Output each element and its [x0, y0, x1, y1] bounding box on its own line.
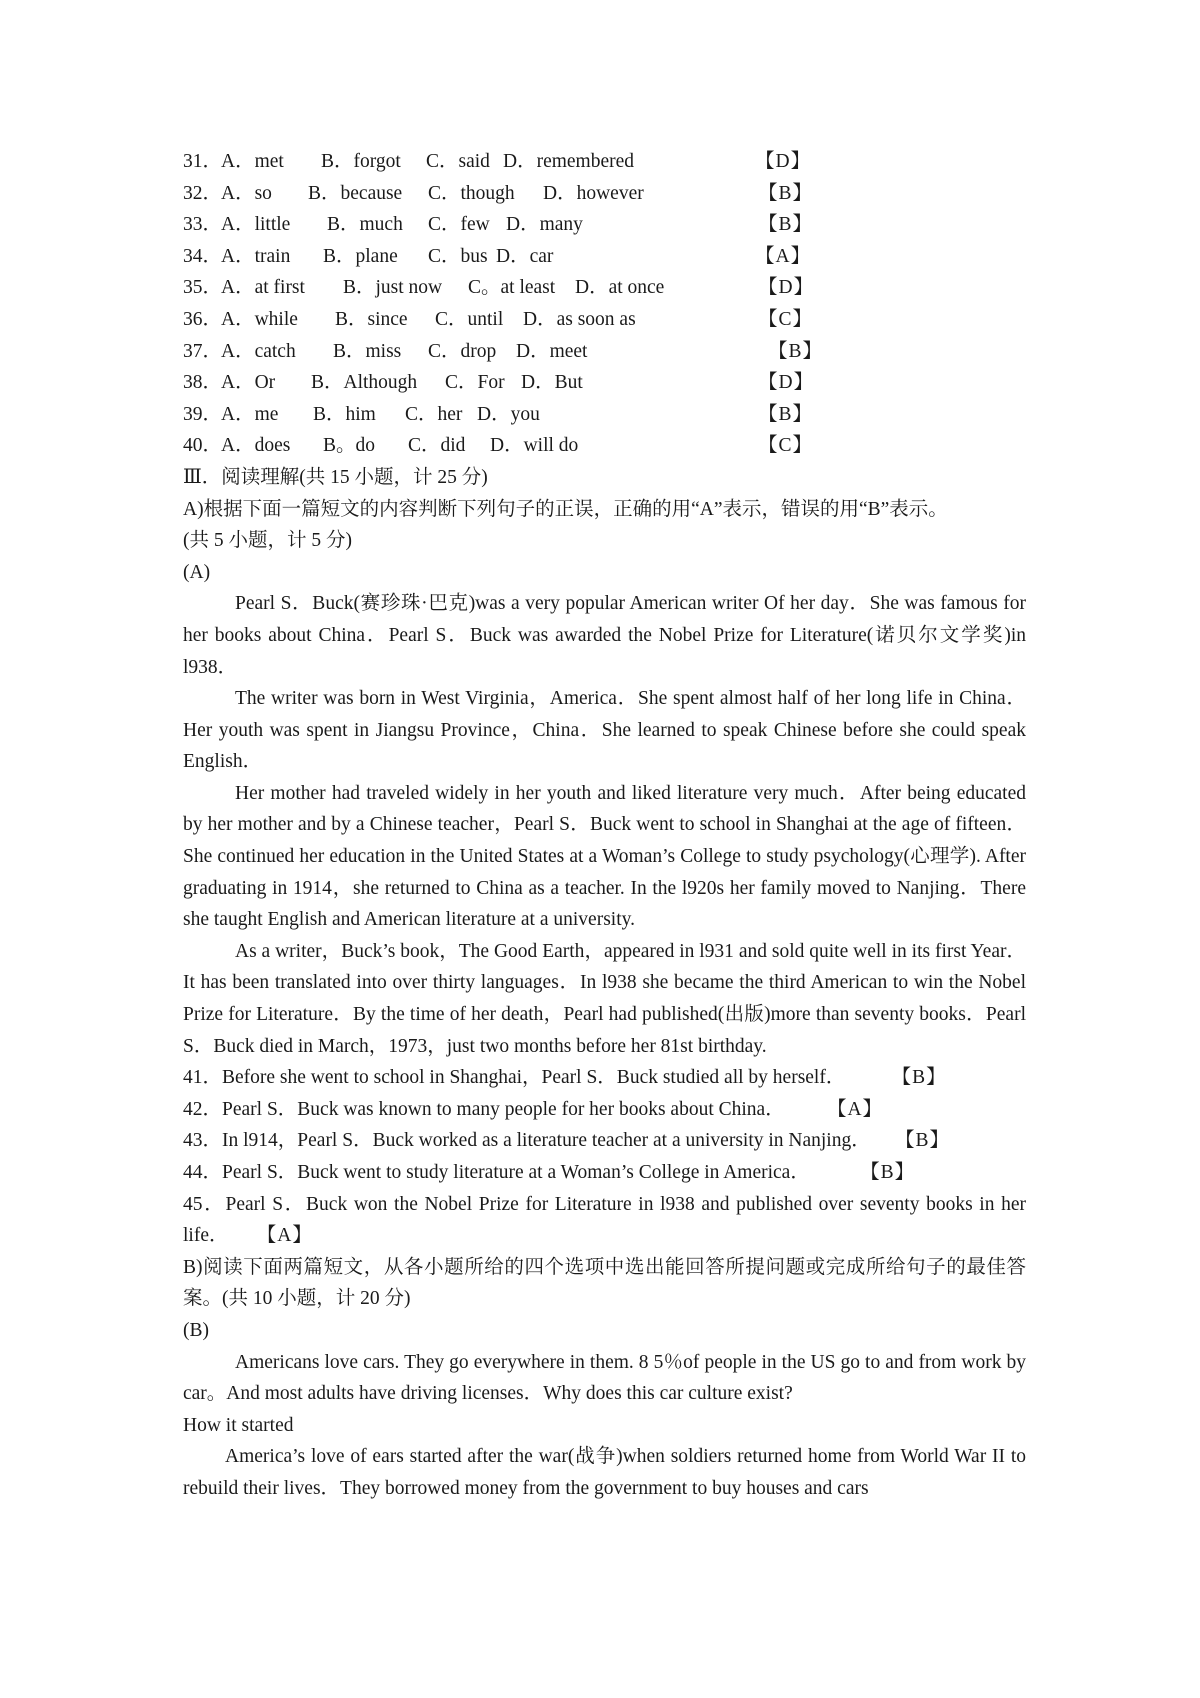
answer-key: 【B】: [758, 403, 814, 425]
passage-a-paragraph: Her mother had traveled widely in her youth and liked literature very much．After being educated by her mother and by a Chinese teacher，Pearl S．Buck went to school in Shanghai at the age of fifteen．She continued her education in the United States at a Woman’s College to study psychology(心理学). After graduating in 1914，she returned to China as a teacher. In the l920s her family moved to Nanjing．There she taught English and American literature at a university.: [183, 782, 1026, 931]
choice-question: [183, 304, 1026, 336]
statement-text: 43．In l914，Pearl S．Buck worked as a literature teacher at a university in Nanjing．: [183, 1130, 871, 1152]
answer-key: 【B】: [768, 340, 824, 362]
option-b: B．much: [327, 214, 403, 236]
answer-key: 【C】: [758, 308, 814, 330]
option-d: D．you: [477, 403, 540, 425]
passage-a-paragraph: The writer was born in West Virginia，America．She spent almost half of her long life in China．Her youth was spent in Jiangsu Province，China．She learned to speak Chinese before she could speak English．: [183, 688, 1026, 773]
choice-question: [183, 209, 1026, 241]
choice-question: [183, 178, 1026, 210]
answer-key: 【B】: [758, 214, 814, 236]
passage-a-label: (A): [183, 561, 211, 583]
question-number: 40．: [183, 435, 223, 457]
choice-question: [183, 430, 1026, 462]
choice-question: [183, 336, 1026, 368]
option-a: A．does: [221, 435, 291, 457]
choice-question: [183, 241, 1026, 273]
option-b: B．just now: [343, 277, 443, 299]
option-a: A．train: [221, 245, 291, 267]
answer-key: 【A】: [836, 1098, 884, 1120]
option-a: A．so: [221, 182, 272, 204]
option-b: B．miss: [333, 340, 402, 362]
section-heading: Ⅲ．阅读理解(共 15 小题，计 25 分): [183, 466, 488, 488]
answer-key: 【B】: [758, 182, 814, 204]
option-a: A．little: [221, 214, 291, 236]
passage-a-paragraph: As a writer，Buck’s book，The Good Earth，appeared in l931 and sold quite well in its first Year．It has been translated into over thirty languages．In l938 she became the third American to win the Nobel Prize for Literature．By the time of her death，Pearl had published(出版)more than seventy books．Pearl S．Buck died in March，1973，just two months before her 81st birthday.: [183, 940, 1026, 1057]
document-page: [183, 146, 1026, 1505]
question-number: 37．: [183, 340, 223, 362]
option-c: C．bus: [428, 245, 488, 267]
option-c: C．her: [405, 403, 463, 425]
question-number: 32．: [183, 182, 223, 204]
part-b-instruction: B)阅读下面两篇短文，从各小题所给的四个选项中选出能回答所提问题或完成所给句子的最佳答案。(共 10 小题，计 20 分): [183, 1256, 1026, 1310]
option-b: B。do: [323, 435, 376, 457]
option-c: C。at least: [468, 277, 556, 299]
answer-key: 【D】: [758, 372, 815, 394]
option-d: D．meet: [516, 340, 588, 362]
option-b: B．since: [335, 308, 408, 330]
option-c: C．until: [435, 308, 504, 330]
option-d: D．will do: [490, 435, 579, 457]
choice-question: [183, 146, 1026, 178]
answer-key: 【B】: [901, 1067, 947, 1089]
option-c: C．though: [428, 182, 515, 204]
choice-question: [183, 367, 1026, 399]
true-false-statement: [183, 1062, 1026, 1094]
passage-a-paragraph: Pearl S．Buck(赛珍珠·巴克)was a very popular American writer Of her day．She was famous for her books about China．Pearl S．Buck was awarded the Nobel Prize for Literature(诺贝尔文学奖)in l938．: [183, 593, 1026, 678]
option-b: B．plane: [323, 245, 398, 267]
answer-key: 【D】: [758, 277, 815, 299]
option-a: A．met: [221, 151, 284, 172]
choice-question: [183, 399, 1026, 431]
true-false-statement: [183, 1157, 1026, 1189]
option-d: D．remembered: [503, 151, 635, 172]
option-c: C．drop: [428, 340, 497, 362]
answer-key: 【A】: [755, 245, 812, 267]
question-number: 35．: [183, 277, 223, 299]
option-b: B．because: [308, 182, 403, 204]
option-d: D．at once: [575, 277, 665, 299]
option-b: B．Although: [311, 372, 418, 394]
option-b: B．forgot: [321, 151, 401, 172]
question-number: 33．: [183, 214, 223, 236]
answer-key: 【B】: [869, 1162, 916, 1183]
option-c: C．did: [408, 435, 466, 457]
option-d: D．many: [506, 214, 583, 236]
statement-text: 44．Pearl S．Buck went to study literature at a Woman’s College in America．: [183, 1162, 810, 1183]
part-a-instruction: A)根据下面一篇短文的内容判断下列句子的正误，正确的用“A”表示，错误的用“B”表示。: [183, 498, 948, 520]
statement-text: 45．Pearl S．Buck won the Nobel Prize for Literature in l938 and published over seventy books in her life．: [183, 1193, 1026, 1247]
passage-b-label: (B): [183, 1319, 209, 1341]
option-d: D．But: [521, 372, 583, 394]
choice-question: [183, 272, 1026, 304]
part-a-count: (共 5 小题，计 5 分): [183, 530, 352, 552]
statement-text: 41．Before she went to school in Shanghai，Pearl S．Buck studied all by herself．: [183, 1067, 846, 1089]
answer-key: 【A】: [266, 1225, 313, 1247]
option-a: A．at first: [221, 277, 305, 299]
answer-key: 【D】: [755, 151, 812, 172]
option-a: A．Or: [221, 372, 276, 394]
statement-text: 42．Pearl S．Buck was known to many people for her books about China．: [183, 1098, 785, 1120]
choice-question-list: [183, 146, 1026, 462]
option-c: C．said: [426, 151, 490, 172]
option-d: D．however: [543, 182, 644, 204]
option-c: C．For: [445, 372, 505, 394]
question-number: 39．: [183, 403, 223, 425]
option-a: A．while: [221, 308, 298, 330]
option-a: A．me: [221, 403, 279, 425]
true-false-statement: [183, 1189, 1026, 1252]
true-false-statement: [183, 1125, 1026, 1157]
option-d: D．as soon as: [523, 308, 636, 330]
passage-b-paragraph: America’s love of ears started after the war(战争)when soldiers returned home from World War II to rebuild their lives．They borrowed money from the government to buy houses and cars: [183, 1446, 1026, 1499]
option-d: D．car: [496, 245, 554, 267]
question-number: 38．: [183, 372, 223, 394]
passage-b-paragraph: Americans love cars. They go everywhere in them. 8 5％of people in the US go to and from work by car。And most adults have driving licenses．Why does this car culture exist?: [183, 1351, 1026, 1405]
true-false-statement: [183, 1094, 1026, 1126]
passage-b-subheading: How it started: [183, 1414, 294, 1436]
option-b: B．him: [313, 403, 376, 425]
option-a: A．catch: [221, 340, 296, 362]
answer-key: 【B】: [904, 1130, 950, 1152]
question-number: 36．: [183, 308, 223, 330]
answer-key: 【C】: [758, 435, 814, 457]
option-c: C．few: [428, 214, 490, 236]
question-number: 34．: [183, 245, 223, 267]
question-number: 31．: [183, 151, 223, 172]
